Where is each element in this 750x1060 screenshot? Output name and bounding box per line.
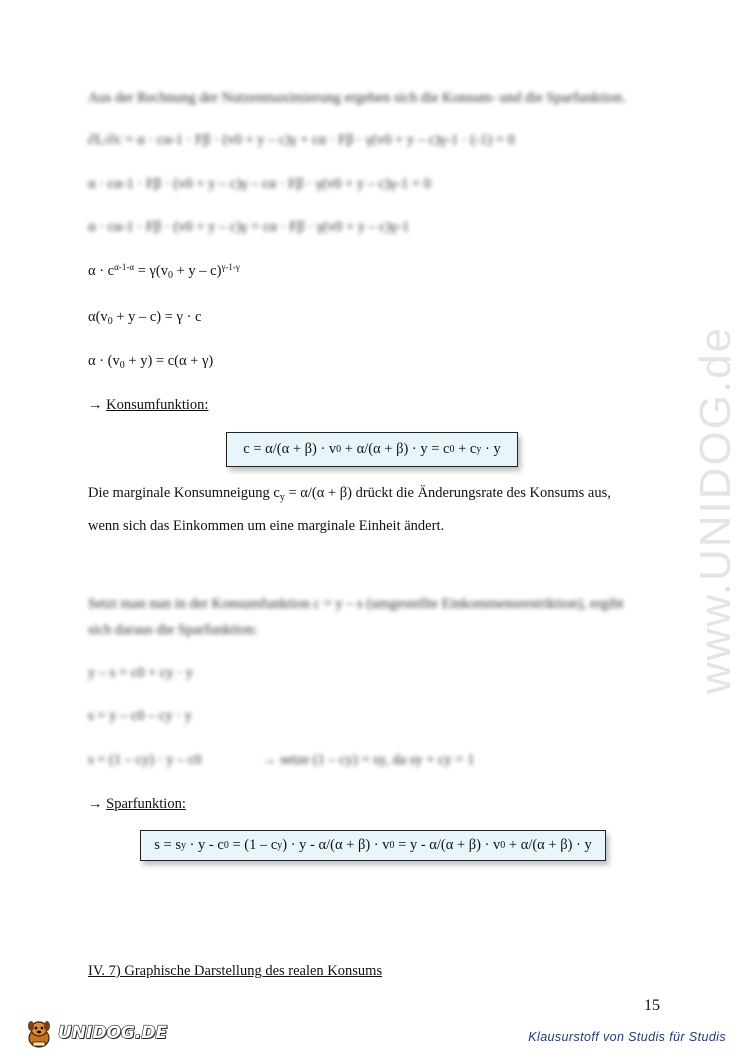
equation-line-1: $\alpha \cdot c^{\alpha-1-\alpha} = \gamma(v_0 + y - c)^{\gamma-1-\gamma}$ — [88, 262, 240, 281]
blurred-equation-1: ∂L/∂c = α · cα-1 · Fβ · (v0 + y – c)γ + cα · Fβ · γ(v0 + y – c)γ-1 · (-1) = 0 — [88, 132, 515, 148]
blurred-equation-2: α · cα-1 · Fβ · (v0 + y – c)γ – cα · Fβ · γ(v0 + y – c)γ-1 = 0 — [88, 176, 432, 192]
equation-line-2: $\alpha(v_0 + y - c) = \gamma \cdot c$ — [88, 309, 202, 327]
blurred-spar-intro-1: Setzt man nun in der Konsumfunktion c = y – s (umgestellte Einkommensrestriktion), ergibt — [88, 596, 624, 612]
konsumfunktion-heading: → Konsumfunktion: — [88, 397, 209, 413]
page-number: 15 — [644, 997, 660, 1014]
blurred-spar-equation-3: s = (1 – cy) · y – c0 — [88, 752, 202, 768]
konsumfunktion-box: c = α/(α + β) · v 0 + α/(α + β) · y = c 0 + c y · y — [226, 432, 518, 467]
dog-mascot-icon — [22, 1016, 56, 1050]
blurred-equation-3: α · cα-1 · Fβ · (v0 + y – c)γ = cα · Fβ · γ(v0 + y – c)γ-1 — [88, 219, 410, 235]
blurred-spar-equation-1: y – s = c0 + cy · y — [88, 665, 193, 681]
watermark — [686, 280, 746, 740]
blurred-spar-equation-3-note: → setze (1 – cy) = sy, da sy + cy = 1 — [262, 752, 475, 768]
footer-tagline: Klausurstoff von Studis für Studis — [528, 1030, 726, 1044]
watermark-text: www.UNIDOG.de — [691, 325, 740, 695]
unidog-logo[interactable] — [22, 1016, 167, 1050]
logo-text: UNIDOG.DE — [58, 1023, 168, 1043]
section-heading: IV. 7) Graphische Darstellung des realen Konsums — [88, 963, 383, 979]
sparfunktion-box: s = s y · y - c 0 = (1 – c y ) · y - α/(α + β) · v 0 = y - α/(α + β) · v 0 + α/(α + β) · y — [140, 830, 606, 861]
equation-line-3: $\alpha \cdot (v_0 + y) = c(\alpha + \gamma)$ — [88, 353, 214, 371]
blurred-spar-intro-2: sich daraus die Sparfunktion: — [88, 622, 258, 638]
blurred-intro-text: Aus der Rechnung der Nutzenmaximierung ergeben sich die Konsum- und die Sparfunktion. — [88, 90, 626, 106]
marginal-propensity-paragraph: Die marginale Konsumneigung $c_y = \alpha/(\alpha + \beta)$ drückt die Änderungsrate des Konsums aus, wenn sich das Einkommen um eine marginale Einheit ändert. — [88, 485, 611, 534]
blurred-spar-equation-2: s = y – c0 – cy · y — [88, 708, 193, 724]
sparfunktion-heading: → Sparfunktion: — [88, 796, 186, 812]
